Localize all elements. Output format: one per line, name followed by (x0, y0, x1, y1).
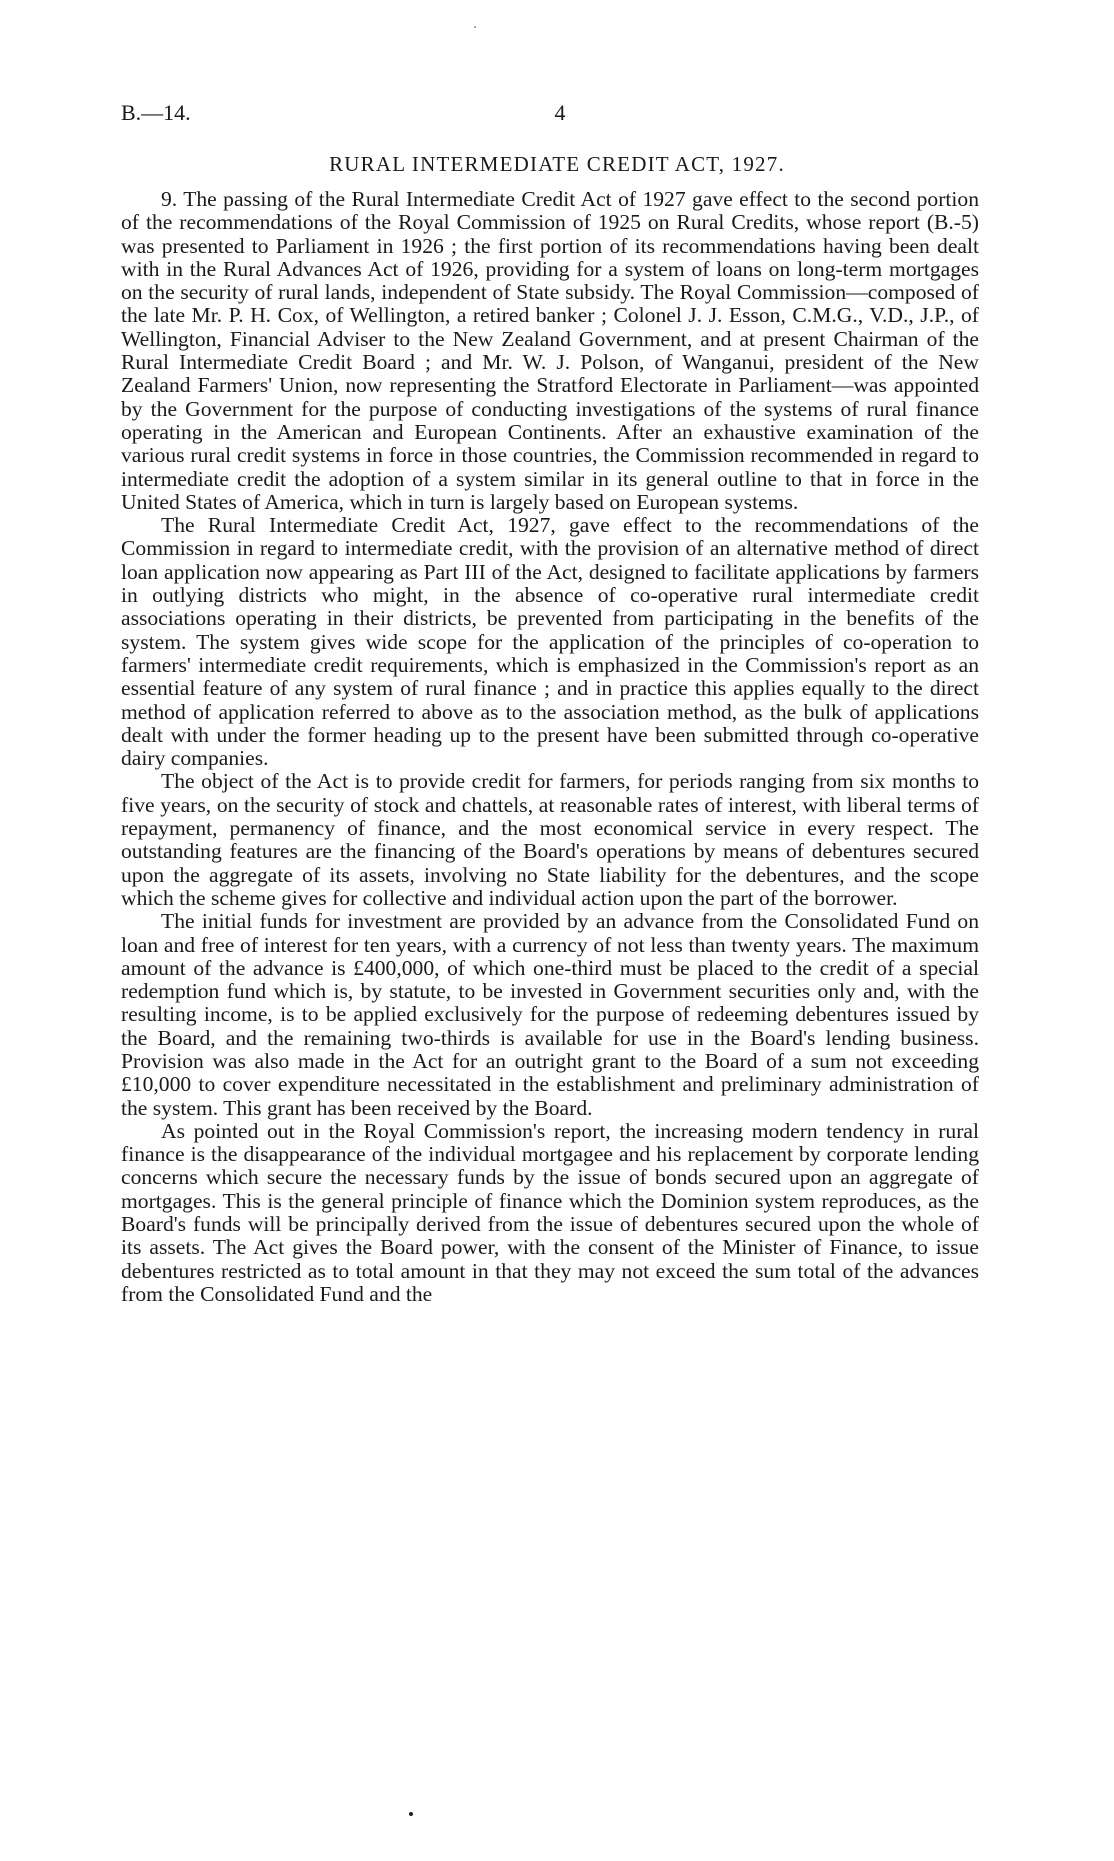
paragraph-4: The initial funds for investment are provided by an advance from the Consolidated Fund on loan and free of interest for ten years, with a currency of not less than twenty years. The maximum amount of the advance is £400,000, of which one-third must be placed to the credit of a special redemption fund which is, by statute, to be invested in Government securities only and, with the resulting income, is to be applied exclusively for the purpose of redeeming debentures issued by the Board, and the remaining two-thirds is available for use in the Board's lending business. Provision was also made in the Act for an outright grant to the Board of a sum not exceeding £10,000 to cover expenditure necessitated in the establishment and preliminary administration of the system. This grant has been received by the Board. (121, 909, 979, 1120)
paragraph-3: The object of the Act is to provide credit for farmers, for periods ranging from six months to five years, on the security of stock and chattels, at reasonable rates of interest, with liberal terms of repayment, permanency of finance, and the most economical service in every respect. The outstanding features are the financing of the Board's operations by means of debentures secured upon the aggregate of its assets, involving no State liability for the debentures, and the scope which the scheme gives for collective and individual action upon the part of the borrower. (121, 769, 979, 910)
page-header (121, 100, 993, 130)
body-text (121, 188, 979, 1306)
speck-mark (474, 26, 476, 28)
speck-mark-bottom (409, 1812, 413, 1816)
section-title: RURAL INTERMEDIATE CREDIT ACT, 1927. (329, 152, 785, 176)
page-number: 4 (554, 100, 566, 125)
paragraph-1: 9. The passing of the Rural Intermediate Credit Act of 1927 gave effect to the second portion of the recommendations of the Royal Commission of 1925 on Rural Credits, whose report (B.-5) was presented to Parliament in 1926 ; the first portion of its recommendations having been dealt with in the Rural Advances Act of 1926, providing for a system of loans on long-term mortgages on the security of rural lands, independent of State subsidy. The Royal Commission—composed of the late Mr. P. H. Cox, of Wellington, a retired banker ; Colonel J. J. Esson, C.M.G., V.D., J.P., of Wellington, Financial Adviser to the New Zealand Government, and at present Chairman of the Rural Intermediate Credit Board ; and Mr. W. J. Polson, of Wanganui, president of the New Zealand Farmers' Union, now representing the Stratford Electorate in Parliament—was appointed by the Government for the purpose of conducting investigations of the systems of rural finance operating in the American and European Continents. After an exhaustive examination of the various rural credit systems in force in those countries, the Commission recommended in regard to intermediate credit the adoption of a system similar in its general outline to that in force in the United States of America, which in turn is largely based on European systems. (121, 187, 979, 514)
paragraph-2: The Rural Intermediate Credit Act, 1927, gave effect to the recommendations of the Commission in regard to intermediate credit, with the provision of an alternative method of direct loan application now appearing as Part III of the Act, designed to facilitate applications by farmers in outlying districts who might, in the absence of co-operative rural intermediate credit associations operating in their districts, be prevented from participating in the benefits of the system. The system gives wide scope for the application of the principles of co-operation to farmers' intermediate credit requirements, which is emphasized in the Commission's report as an essential feature of any system of rural finance ; and in practice this applies equally to the direct method of application referred to above as to the association method, as the bulk of applications dealt with under the former heading up to the present have been submitted through co-operative dairy companies. (121, 513, 979, 771)
document-code: B.—14. (121, 100, 191, 125)
paragraph-5: As pointed out in the Royal Commission's report, the increasing modern tendency in rural finance is the disappearance of the individual mortgagee and his replacement by corporate lending concerns which secure the necessary funds by the issue of bonds secured upon an aggregate of mortgages. This is the general principle of finance which the Dominion system reproduces, as the Board's funds will be principally derived from the issue of debentures secured upon the whole of its assets. The Act gives the Board power, with the consent of the Minister of Finance, to issue debentures restricted as to total amount in that they may not exceed the sum total of the advances from the Consolidated Fund and the (121, 1118, 979, 1306)
